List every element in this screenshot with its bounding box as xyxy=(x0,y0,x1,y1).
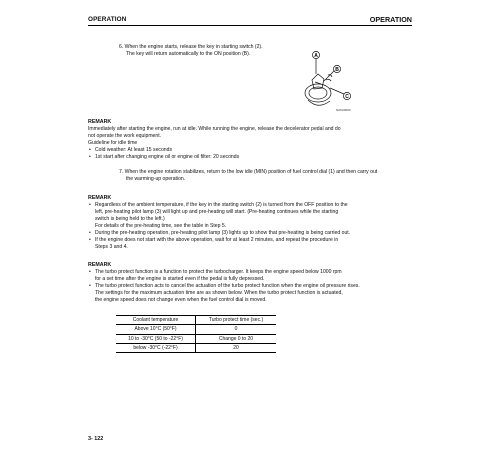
remark-2-bullet-1-line-3: switch is being held to the left.) xyxy=(95,216,165,222)
figure-label-c: C xyxy=(345,93,349,100)
figure-code: NAK00000 xyxy=(336,108,351,112)
header-section-right: OPERATION xyxy=(369,15,412,24)
table-row xyxy=(116,343,276,352)
remark-2-bullet-2: • During the pre-heating operation, pre-heating pilot lamp (3) lights up to show that pre-heating is being carried out. xyxy=(89,230,351,236)
table-cell: 20 xyxy=(233,344,239,351)
remark-1-bullet-1: • Cold weather: At least 15 seconds xyxy=(89,147,173,153)
table-cell: Above 10°C (50°F) xyxy=(116,325,196,334)
remark-3-bullet-2-line-3: the engine speed does not change even when the fuel control dial is moved. xyxy=(95,297,267,303)
starting-switch-figure xyxy=(288,44,358,114)
table-cell: Change 0 to 20 xyxy=(196,334,277,343)
page-number: 3- 122 xyxy=(88,436,104,442)
remark-1-title: REMARK xyxy=(88,119,112,125)
remark-3-title: REMARK xyxy=(88,262,112,268)
header-section-left: OPERATION xyxy=(88,16,127,23)
table-header-row xyxy=(116,316,276,325)
table-cell: below -30°C (-22°F) xyxy=(116,343,196,352)
table-row xyxy=(116,325,276,334)
remark-2-bullet-3-line-2: Steps 3 and 4. xyxy=(95,244,128,250)
remark-1-line-2: not operate the work equipment. xyxy=(88,133,162,139)
step-7-line-1: 7. When the engine rotation stabilizes, return to the low idle (MIN) position of fuel control dial (1) and then carry out xyxy=(119,169,378,175)
figure-label-a: A xyxy=(314,52,318,59)
table-header-coolant: Coolant temperature xyxy=(116,316,196,325)
table-cell: 0 xyxy=(196,325,277,334)
remark-2-title: REMARK xyxy=(88,195,112,201)
remark-2-bullet-3: • If the engine does not start with the above operation, wait for at least 2 minutes, and repeat the procedure in xyxy=(89,237,339,243)
remark-1-bullet-2: • 1st start after changing engine oil or engine oil filter: 20 seconds xyxy=(89,154,240,160)
remark-3-bullet-1: • The turbo protect function is a function to protect the turbocharger. It keeps the engine speed below 1000 rpm xyxy=(89,269,342,275)
remark-1-guideline: Guideline for idle time xyxy=(88,140,138,146)
remark-3-bullet-2: • The turbo protect function acts to cancel the actuation of the turbo protect function when the engine oil pressure rises. xyxy=(89,283,360,289)
turbo-protect-table xyxy=(116,315,276,353)
remark-2-bullet-1: • Regardless of the ambient temperature, if the key in the starting switch (2) is turned from the OFF position to the xyxy=(89,202,348,208)
remark-2-bullet-1-line-4: For details of the pre-heating time, see the table in Step 5. xyxy=(95,223,227,229)
remark-2-bullet-1-line-2: left, pre-heating pilot lamp (3) will light up and pre-heating will start. (Pre-heating continues while the starting xyxy=(95,209,339,215)
remark-3-bullet-1-line-2: for a set time after the engine is started even if the pedal is fully depressed. xyxy=(95,276,265,282)
table-header-time: Turbo protect time (sec.) xyxy=(196,316,277,325)
step-7-line-2: the warming-up operation. xyxy=(126,176,186,182)
table-cell: 10 to -30°C (50 to -22°F) xyxy=(116,334,196,343)
table-row xyxy=(116,334,276,343)
figure-label-b: B xyxy=(335,66,339,73)
remark-1-line-1: Immediately after starting the engine, run at idle. While running the engine, release the decelerator pedal and do xyxy=(88,126,341,132)
step-6-line-1: 6. When the engine starts, release the key in starting switch (2). xyxy=(119,44,263,50)
header-rule xyxy=(88,25,412,26)
remark-3-bullet-2-line-2: The settings for the maximum actuation time are as shown below. When the turbo protect function is actuated, xyxy=(95,290,343,296)
step-6-line-2: The key will return automatically to the ON position (B). xyxy=(126,51,251,57)
